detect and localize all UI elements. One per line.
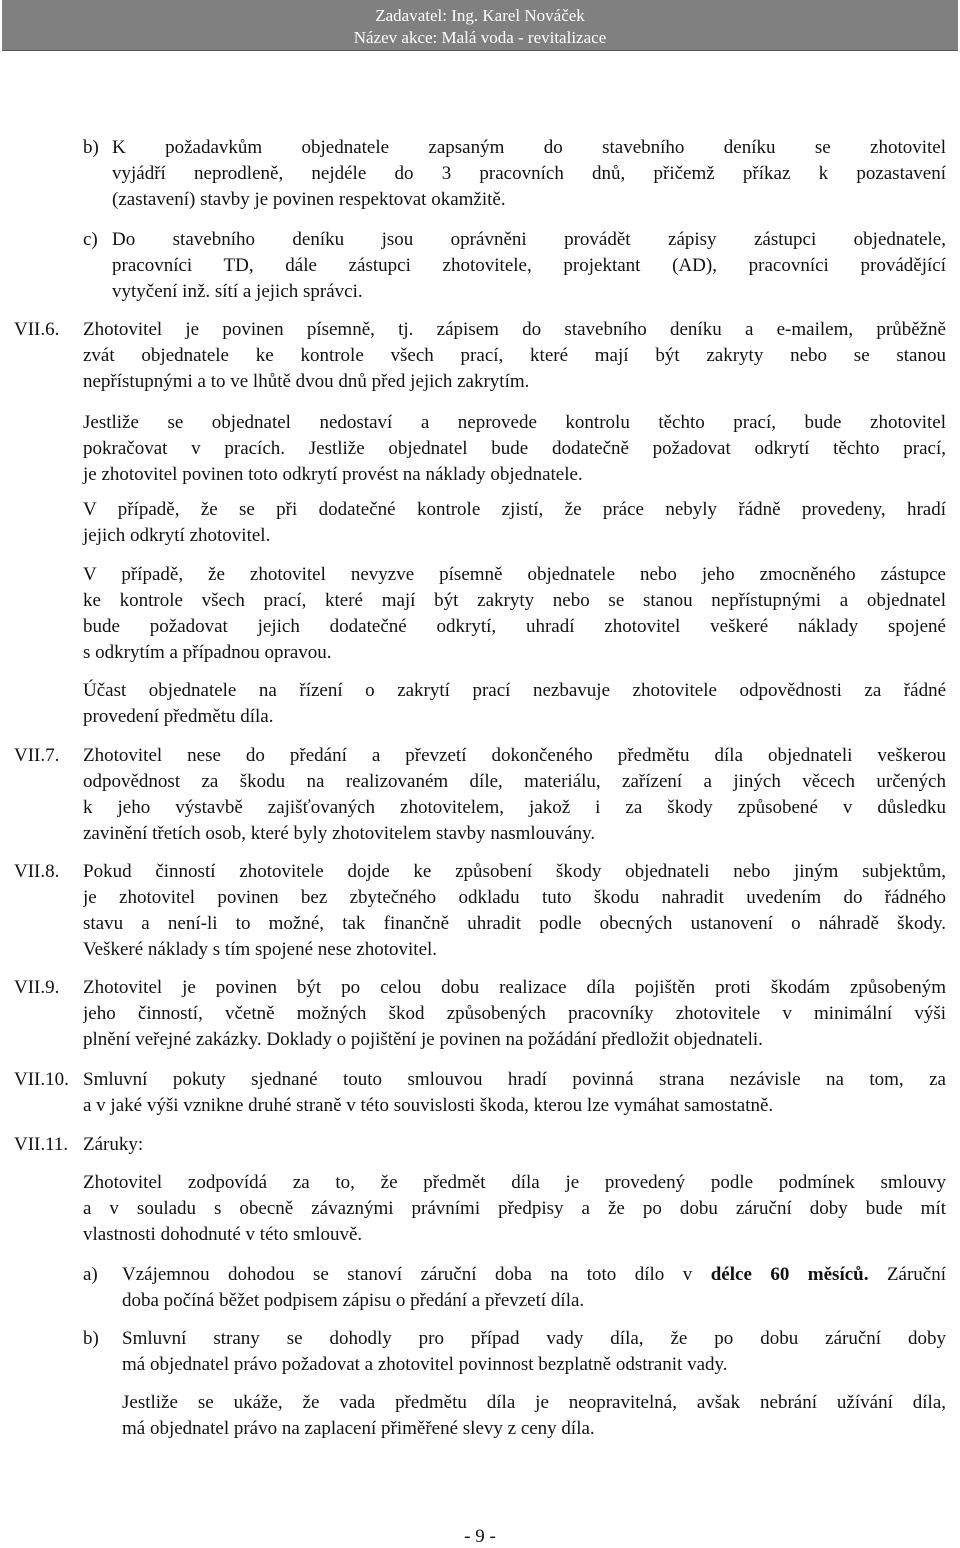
paragraph-line: Zhotovitel je povinen písemně, tj. zápisem do stavebního deníku a e-mailem, průběžně [83,319,946,340]
section-number-vii-7: VII.7. [14,745,60,766]
section-vii-6-p5 [83,678,946,730]
paragraph-line: k jeho výstavbě zajišťovaných zhotovitelem, jakož i za škody způsobené v důsledku [83,797,946,818]
paragraph-line: plnění veřejné zakázky. Doklady o pojištění je povinen na požádání předložit objednateli. [83,1029,763,1050]
item-c-line: Do stavebního deníku jsou oprávněni provádět zápisy zástupci objednatele, [112,229,946,250]
section-number-vii-8: VII.8. [14,861,60,882]
section-vii-8-text [83,859,946,963]
warranty-a-line1 [122,1262,946,1288]
item-c-line: vytyčení inž. sítí a jejich správci. [112,281,363,302]
warranty-a-label: a) [83,1264,98,1285]
paragraph-line: jeho činností, včetně možných škod způsobených pracovníky zhotovitele v minimální výši [83,1003,946,1024]
paragraph-line: a v souladu s obecně závaznými právními předpisy a že po dobu záruční doby bude mít [83,1198,946,1219]
paragraph-line: Jestliže se objednatel nedostaví a neprovede kontrolu těchto prací, bude zhotovitel [83,412,946,433]
paragraph-line: jejich odkrytí zhotovitel. [83,525,271,546]
paragraph-line: stavu a není-li to možné, tak finančně uhradit podle obecných ustanovení o náhradě škody. [83,913,946,934]
warranty-a-post: Záruční [868,1264,946,1285]
paragraph-line: je zhotovitel povinen bez zbytečného odkladu tuto škodu nahradit uvedením do řádného [83,887,946,908]
paragraph-line: a v jaké výši vznikne druhé straně v této souvislosti škoda, kterou lze vymáhat samostatně. [83,1095,774,1116]
paragraph-line: má objednatel právo požadovat a zhotovitel povinnost bezplatně odstranit vady. [122,1354,728,1375]
section-vii-10-text [83,1067,946,1119]
section-number-vii-9: VII.9. [14,977,60,998]
paragraph-line: Veškeré náklady s tím spojené nese zhotovitel. [83,939,438,960]
section-vii-11-p1 [83,1170,946,1248]
section-number-vii-10: VII.10. [14,1069,69,1090]
item-c-text [112,227,946,305]
section-vii-7-text [83,743,946,847]
paragraph-line: Smluvní strany se dohodly pro případ vady díla, že po dobu záruční doby [122,1328,946,1349]
section-vii-6-p3 [83,497,946,549]
paragraph-line: má objednatel právo na zaplacení přiměřené slevy z ceny díla. [122,1418,595,1439]
paragraph-line: Smluvní pokuty sjednané touto smlouvou hradí povinná strana nezávisle na tom, za [83,1069,946,1090]
section-number-vii-11: VII.11. [14,1134,69,1155]
paragraph-line: zvát objednatele ke kontrole všech prací, které mají být zakryty nebo se stanou [83,345,946,366]
paragraph-line: ke kontrole všech prací, které mají být zakryty nebo se stanou nepřístupnými a objednatel [83,590,946,611]
header-client: Zadavatel: Ing. Karel Nováček [375,6,585,25]
paragraph-line: Pokud činností zhotovitele dojde ke způsobení škody objednateli nebo jiným subjektům, [83,861,946,882]
item-b-line: (zastavení) stavby je povinen respektovat okamžitě. [112,189,506,210]
section-vii-6-p4 [83,562,946,666]
paragraph-line: Účast objednatele na řízení o zakrytí prací nezbavuje zhotovitele odpovědnosti za řádné [83,680,946,701]
page-number: - 9 - [464,1526,496,1547]
section-vii-9-text [83,975,946,1053]
warranty-period: délce 60 měsíců. [710,1264,869,1285]
warranty-a-pre: Vzájemnou dohodou se stanoví záruční doba na toto dílo v [122,1264,711,1285]
warranty-b-label: b) [83,1328,99,1349]
item-c-label: c) [83,229,98,250]
paragraph-line: pokračovat v pracích. Jestliže objednatel bude dodatečně požadovat odkrytí těchto prací, [83,438,946,459]
section-vii-11-title: Záruky: [83,1134,144,1155]
paragraph-line: Zhotovitel nese do předání a převzetí dokončeného předmětu díla objednateli veškerou [83,745,946,766]
section-number-vii-6: VII.6. [14,319,60,340]
paragraph-line: V případě, že zhotovitel nevyzve písemně objednatele nebo jeho zmocněného zástupce [83,564,946,585]
section-vii-6-p2 [83,410,946,488]
warranty-a-line2: doba počíná běžet podpisem zápisu o předání a převzetí díla. [122,1290,585,1311]
paragraph-line: je zhotovitel povinen toto odkrytí provést na náklady objednatele. [83,464,583,485]
section-vii-6-p1 [83,317,946,395]
paragraph-line: vlastnosti dohodnuté v této smlouvě. [83,1224,363,1245]
warranty-b-text [122,1326,946,1378]
paragraph-line: provedení předmětu díla. [83,706,274,727]
item-b-label: b) [83,137,99,158]
item-b-line: vyjádří neprodleně, nejdéle do 3 pracovních dnů, přičemž příkaz k pozastavení [112,163,946,184]
paragraph-line: Zhotovitel je povinen být po celou dobu realizace díla pojištěn proti škodám způsobeným [83,977,946,998]
item-b-line: K požadavkům objednatele zapsaným do stavebního deníku se zhotovitel [112,137,946,158]
paragraph-line: nepřístupnými a to ve lhůtě dvou dnů před jejich zakrytím. [83,371,530,392]
paragraph-line: Zhotovitel zodpovídá za to, že předmět díla je provedený podle podmínek smlouvy [83,1172,946,1193]
paragraph-line: odpovědnost za škodu na realizovaném díle, materiálu, zařízení a jiných věcech určených [83,771,946,792]
header-project: Název akce: Malá voda - revitalizace [353,28,607,47]
paragraph-line: bude požadovat jejich dodatečné odkrytí, uhradí zhotovitel veškeré náklady spojené [83,616,946,637]
item-c-line: pracovníci TD, dále zástupci zhotovitele, projektant (AD), pracovníci provádějící [112,255,946,276]
paragraph-line: Jestliže se ukáže, že vada předmětu díla je neopravitelná, avšak nebrání užívání díla, [122,1392,946,1413]
warranty-b-p2 [122,1390,946,1442]
item-b-text [112,135,946,213]
paragraph-line: s odkrytím a případnou opravou. [83,642,332,663]
warranty-a-text [122,1262,946,1314]
paragraph-line: V případě, že se při dodatečné kontrole zjistí, že práce nebyly řádně provedeny, hradí [83,499,946,520]
paragraph-line: zavinění třetích osob, které byly zhotovitelem stavby nasmlouvány. [83,823,596,844]
